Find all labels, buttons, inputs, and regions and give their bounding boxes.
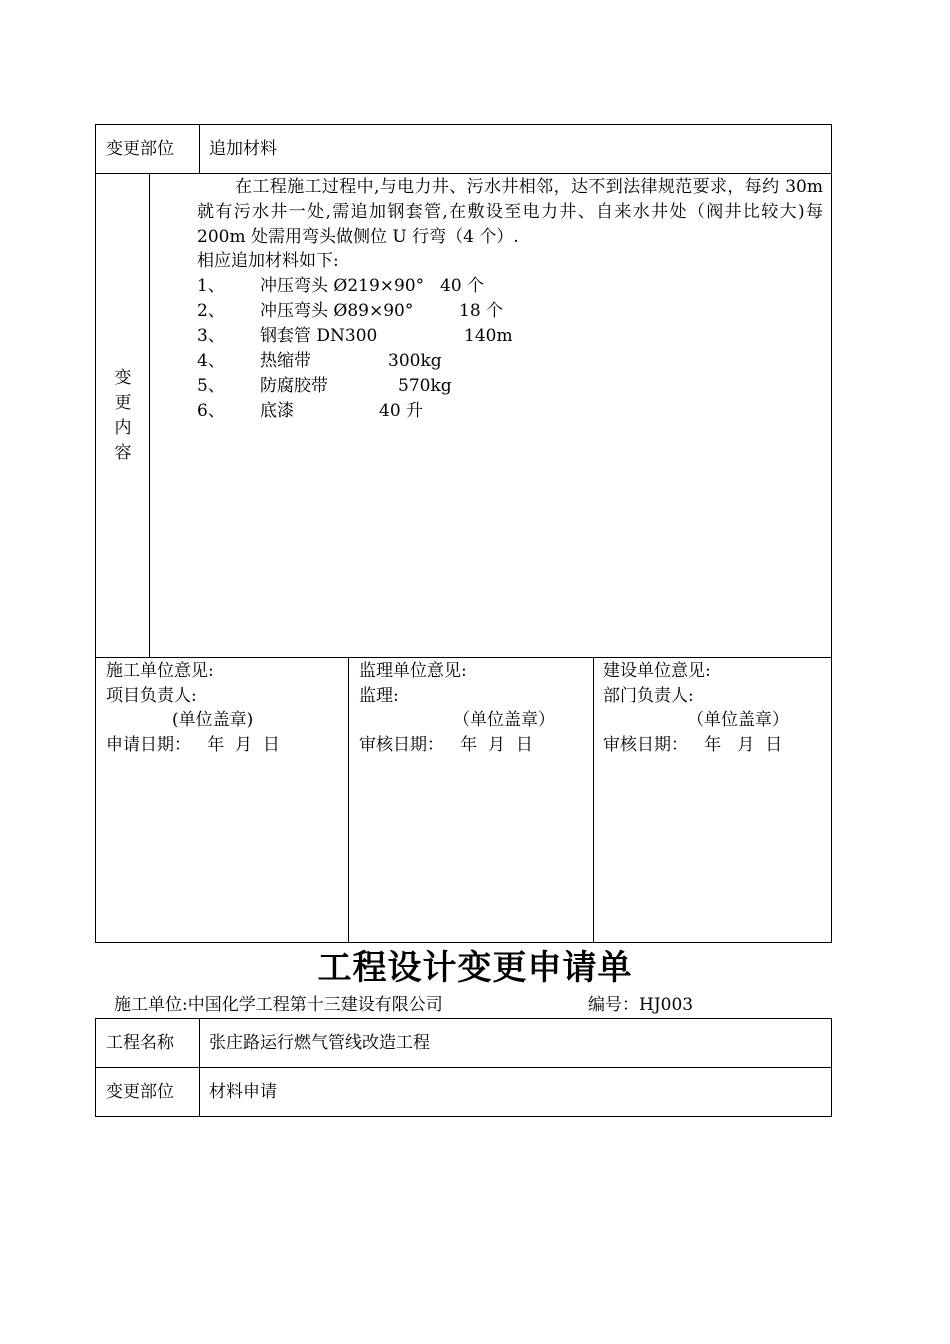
owner-seal: （单位盖章） xyxy=(687,710,789,730)
contractor-person-label: 项目负责人: xyxy=(106,686,197,706)
col-divider xyxy=(149,173,150,657)
material-qty: 40 升 xyxy=(379,401,424,421)
material-name: 钢套管 DN300 xyxy=(260,326,378,346)
supervisor-seal: （单位盖章） xyxy=(453,710,555,730)
change-location-value: 材料申请 xyxy=(209,1082,277,1102)
material-qty: 40 个 xyxy=(440,276,485,296)
material-qty: 300kg xyxy=(388,351,442,371)
material-qty: 18 个 xyxy=(459,301,504,321)
form-number: 编号：HJ003 xyxy=(588,995,694,1015)
col-divider xyxy=(348,657,349,943)
supervisor-date: 审核日期： 年 月 日 xyxy=(359,735,533,755)
supervisor-opinion-title: 监理单位意见: xyxy=(359,661,467,681)
project-name-value: 张庄路运行燃气管线改造工程 xyxy=(209,1033,430,1053)
form-title: 工程设计变更申请单 xyxy=(317,948,633,988)
material-name: 底漆 xyxy=(260,401,294,421)
contractor-name: 施工单位:中国化学工程第十三建设有限公司 xyxy=(114,995,443,1015)
contractor-opinion-title: 施工单位意见: xyxy=(106,661,214,681)
material-item xyxy=(197,299,797,324)
material-qty: 140m xyxy=(464,326,513,346)
material-num: 3、 xyxy=(197,326,225,346)
owner-opinion-title: 建设单位意见: xyxy=(603,661,711,681)
material-num: 6、 xyxy=(197,401,225,421)
row-divider xyxy=(95,657,832,658)
col-divider xyxy=(199,1018,200,1117)
material-num: 2、 xyxy=(197,301,225,321)
col-divider xyxy=(593,657,594,943)
material-num: 1、 xyxy=(197,276,225,296)
material-item xyxy=(197,374,797,399)
material-name: 冲压弯头 Ø219×90° xyxy=(260,276,425,296)
material-name: 防腐胶带 xyxy=(260,376,328,396)
material-name: 冲压弯头 Ø89×90° xyxy=(260,301,414,321)
material-qty: 570kg xyxy=(398,376,452,396)
contractor-seal: (单位盖章) xyxy=(172,710,254,730)
material-num: 5、 xyxy=(197,376,225,396)
material-item xyxy=(197,274,797,299)
supervisor-person-label: 监理: xyxy=(359,686,399,706)
row-divider xyxy=(95,1067,832,1068)
change-location-value: 追加材料 xyxy=(209,139,277,159)
col-divider xyxy=(199,124,200,173)
material-item xyxy=(197,399,797,424)
change-content-label: 变更内容 xyxy=(114,368,132,463)
material-item xyxy=(197,349,797,374)
material-name: 热缩带 xyxy=(260,351,311,371)
contractor-date: 申请日期： 年 月 日 xyxy=(106,735,280,755)
owner-person-label: 部门负责人: xyxy=(603,686,694,706)
change-content-paragraph: 在工程施工过程中,与电力井、污水井相邻，达不到法律规范要求，每约 30m 就有污水井一处,需追加钢套管,在敷设至电力井、自来水井处（阀井比较大)每 200m 处需用弯头做侧位 U 行弯（4 个）. xyxy=(197,177,823,247)
row-divider xyxy=(95,173,832,174)
project-name-label: 工程名称 xyxy=(106,1033,174,1053)
material-num: 4、 xyxy=(197,351,225,371)
change-location-label: 变更部位 xyxy=(106,1082,174,1102)
material-item xyxy=(197,324,797,349)
change-location-label: 变更部位 xyxy=(106,139,174,159)
materials-intro: 相应追加材料如下: xyxy=(197,251,339,271)
owner-date: 审核日期： 年 月 日 xyxy=(603,735,783,755)
